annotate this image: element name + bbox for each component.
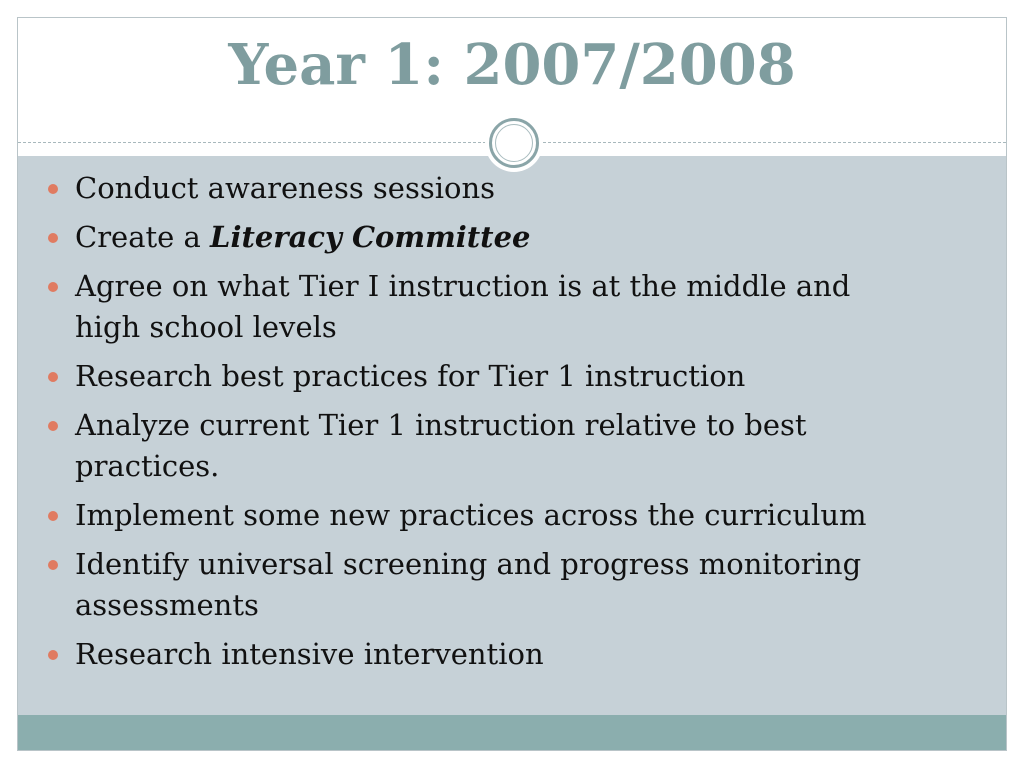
- bullet-dot-icon: [48, 184, 58, 194]
- list-item-text: Implement some new practices across the curriculum: [75, 498, 867, 532]
- list-item-text: Research best practices for Tier 1 instruction: [75, 359, 746, 393]
- list-item: [48, 266, 908, 348]
- list-item-text: Conduct awareness sessions: [75, 171, 496, 205]
- list-item-text: Analyze current Tier 1 instruction relative to best practices.: [75, 408, 807, 483]
- bullet-dot-icon: [48, 650, 58, 660]
- list-item: [48, 356, 908, 397]
- bullet-list: [48, 168, 908, 683]
- list-item-emphasis: Literacy Committee: [210, 220, 531, 254]
- list-item-text: Agree on what Tier I instruction is at the middle and high school levels: [75, 269, 851, 344]
- list-item: [48, 495, 908, 536]
- list-item-text: Identify universal screening and progress monitoring assessments: [75, 547, 862, 622]
- list-item: [48, 405, 908, 487]
- bullet-dot-icon: [48, 233, 58, 243]
- list-item-text: Research intensive intervention: [75, 637, 544, 671]
- ring-inner-icon: [495, 124, 533, 162]
- bullet-dot-icon: [48, 282, 58, 292]
- bullet-dot-icon: [48, 511, 58, 521]
- bullet-dot-icon: [48, 560, 58, 570]
- bullet-dot-icon: [48, 372, 58, 382]
- list-item-text: Create a: [75, 220, 211, 254]
- list-item: [48, 634, 908, 675]
- list-item: [48, 217, 908, 258]
- list-item: [48, 168, 908, 209]
- slide-title: Year 1: 2007/2008: [228, 32, 796, 98]
- footer-bar: [18, 715, 1006, 750]
- bullet-dot-icon: [48, 421, 58, 431]
- list-item: [48, 544, 908, 626]
